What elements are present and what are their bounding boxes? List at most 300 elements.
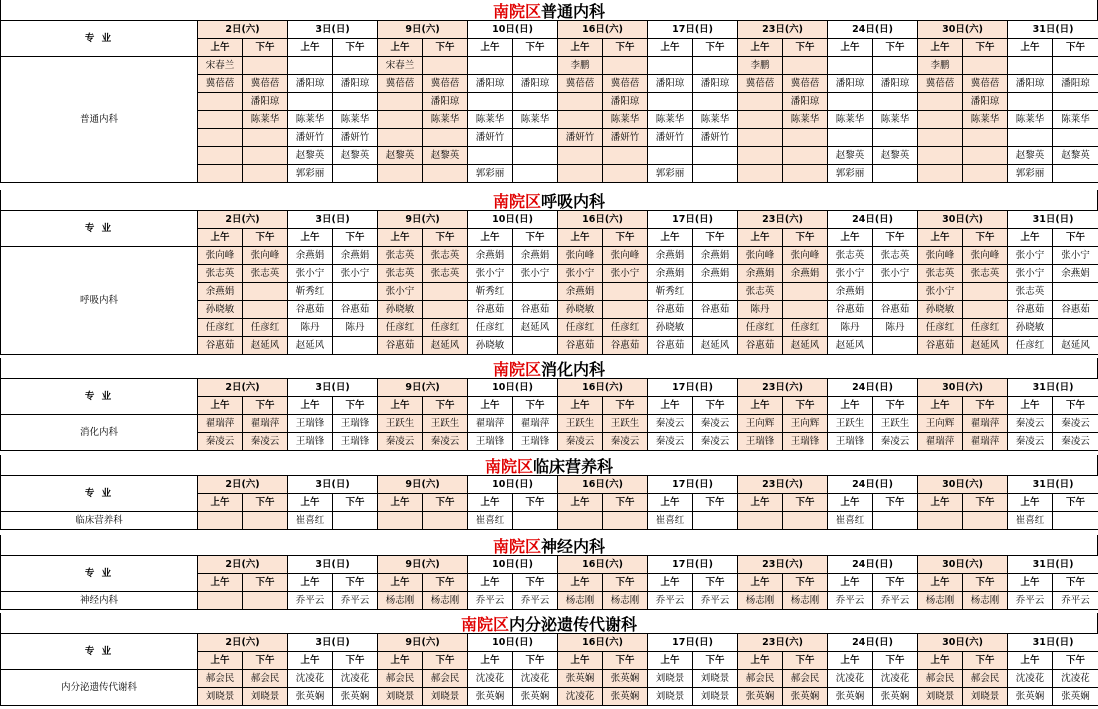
doctor-cell: 张英娴 (513, 688, 558, 706)
day-header: 17日(日) (648, 211, 738, 229)
doctor-cell: 余燕娟 (558, 283, 603, 301)
doctor-cell: 任彦红 (738, 319, 783, 337)
day-header: 30日(六) (918, 634, 1008, 652)
morning-header: 上午 (1008, 39, 1053, 57)
day-header: 10日(日) (468, 634, 558, 652)
doctor-cell: 谷惠茹 (513, 301, 558, 319)
day-header: 30日(六) (918, 379, 1008, 397)
doctor-cell: 陈莱华 (603, 111, 648, 129)
afternoon-header: 下午 (243, 397, 288, 415)
doctor-cell: 谷惠茹 (288, 301, 333, 319)
doctor-cell (783, 57, 828, 75)
day-header: 16日(六) (558, 476, 648, 494)
morning-header: 上午 (828, 229, 873, 247)
doctor-cell: 郭彩丽 (648, 165, 693, 183)
afternoon-header: 下午 (333, 652, 378, 670)
doctor-cell: 谷惠茹 (828, 301, 873, 319)
day-header: 24日(日) (828, 634, 918, 652)
doctor-cell: 张志英 (873, 247, 918, 265)
doctor-cell (693, 319, 738, 337)
doctor-cell: 乔平云 (1008, 592, 1053, 610)
afternoon-header: 下午 (963, 574, 1008, 592)
table-row (1, 670, 1098, 688)
day-header: 2日(六) (198, 556, 288, 574)
doctor-cell (738, 147, 783, 165)
schedule-table (0, 20, 1098, 183)
doctor-cell: 张向峰 (963, 247, 1008, 265)
doctor-cell: 李鹏 (918, 57, 963, 75)
afternoon-header: 下午 (603, 229, 648, 247)
doctor-cell: 刘晓景 (378, 688, 423, 706)
afternoon-header: 下午 (243, 229, 288, 247)
doctor-cell: 张英娴 (468, 688, 513, 706)
schedule-table (0, 555, 1098, 610)
morning-header: 上午 (738, 397, 783, 415)
department-name: 普通内科 (541, 1, 606, 21)
day-header: 17日(日) (648, 634, 738, 652)
doctor-cell: 陈莱华 (243, 111, 288, 129)
doctor-cell (783, 165, 828, 183)
morning-header: 上午 (648, 397, 693, 415)
morning-header: 上午 (1008, 229, 1053, 247)
day-header: 17日(日) (648, 556, 738, 574)
campus-name: 南院区 (492, 191, 541, 211)
doctor-cell (963, 57, 1008, 75)
doctor-cell: 陈丹 (873, 319, 918, 337)
doctor-cell (198, 147, 243, 165)
doctor-cell: 孙晓敏 (648, 319, 693, 337)
doctor-cell: 刘晓景 (198, 688, 243, 706)
doctor-cell (333, 512, 378, 530)
afternoon-header: 下午 (513, 652, 558, 670)
day-header: 17日(日) (648, 476, 738, 494)
morning-header: 上午 (198, 39, 243, 57)
afternoon-header: 下午 (333, 494, 378, 512)
department-label: 消化内科 (1, 415, 198, 451)
doctor-cell: 秦凌云 (558, 433, 603, 451)
doctor-cell: 谷惠茹 (1053, 301, 1098, 319)
doctor-cell: 杨志刚 (918, 592, 963, 610)
doctor-cell: 秦凌云 (603, 433, 648, 451)
doctor-cell: 陈莱华 (648, 111, 693, 129)
afternoon-header: 下午 (513, 39, 558, 57)
doctor-cell (693, 512, 738, 530)
doctor-cell: 孙晓敏 (468, 337, 513, 355)
table-row (1, 57, 1098, 75)
doctor-cell (1053, 319, 1098, 337)
doctor-cell: 张英娴 (1008, 688, 1053, 706)
doctor-cell: 冀蓓蓓 (378, 75, 423, 93)
doctor-cell: 张小宁 (603, 265, 648, 283)
doctor-cell (1053, 129, 1098, 147)
doctor-cell: 张英娴 (333, 688, 378, 706)
doctor-cell (198, 512, 243, 530)
doctor-cell: 任彦红 (198, 319, 243, 337)
doctor-cell (603, 301, 648, 319)
afternoon-header: 下午 (1053, 39, 1098, 57)
doctor-cell: 王跃生 (828, 415, 873, 433)
doctor-cell: 李鹏 (558, 57, 603, 75)
doctor-cell: 翟瑞萍 (513, 415, 558, 433)
doctor-cell: 余燕娟 (693, 247, 738, 265)
morning-header: 上午 (378, 652, 423, 670)
doctor-cell: 崔喜红 (648, 512, 693, 530)
morning-header: 上午 (468, 574, 513, 592)
doctor-cell (243, 512, 288, 530)
doctor-cell (1053, 93, 1098, 111)
header-row-days (1, 476, 1098, 494)
morning-header: 上午 (558, 229, 603, 247)
doctor-cell: 沈凌花 (828, 670, 873, 688)
department-label: 神经内科 (1, 592, 198, 610)
day-header: 3日(日) (288, 379, 378, 397)
doctor-cell (963, 283, 1008, 301)
afternoon-header: 下午 (783, 574, 828, 592)
doctor-cell (513, 337, 558, 355)
doctor-cell: 张英娴 (738, 688, 783, 706)
day-header: 2日(六) (198, 211, 288, 229)
doctor-cell (333, 337, 378, 355)
afternoon-header: 下午 (423, 229, 468, 247)
day-header: 23日(六) (738, 21, 828, 39)
doctor-cell: 王瑞锋 (288, 415, 333, 433)
doctor-cell: 刘晓景 (918, 688, 963, 706)
doctor-cell (513, 147, 558, 165)
morning-header: 上午 (738, 494, 783, 512)
header-row-days (1, 21, 1098, 39)
table-row (1, 512, 1098, 530)
morning-header: 上午 (1008, 652, 1053, 670)
specialty-header: 专 业 (1, 476, 198, 512)
doctor-cell (873, 337, 918, 355)
doctor-cell: 赵黎英 (333, 147, 378, 165)
doctor-cell: 郝会民 (198, 670, 243, 688)
header-row-days (1, 211, 1098, 229)
doctor-cell (693, 165, 738, 183)
campus-name: 南院区 (492, 359, 541, 379)
afternoon-header: 下午 (603, 39, 648, 57)
day-header: 9日(六) (378, 476, 468, 494)
doctor-cell (513, 57, 558, 75)
doctor-cell (873, 512, 918, 530)
afternoon-header: 下午 (693, 39, 738, 57)
doctor-cell: 郝会民 (243, 670, 288, 688)
department-name: 消化内科 (541, 359, 606, 379)
doctor-cell: 靳秀红 (288, 283, 333, 301)
doctor-cell (648, 147, 693, 165)
afternoon-header: 下午 (873, 574, 918, 592)
afternoon-header: 下午 (603, 574, 648, 592)
afternoon-header: 下午 (963, 229, 1008, 247)
afternoon-header: 下午 (873, 494, 918, 512)
doctor-cell: 郭彩丽 (1008, 165, 1053, 183)
doctor-cell: 张志英 (738, 283, 783, 301)
day-header: 16日(六) (558, 379, 648, 397)
specialty-header: 专 业 (1, 379, 198, 415)
doctor-cell: 孙晓敏 (558, 301, 603, 319)
doctor-cell (243, 301, 288, 319)
doctor-cell: 陈莱华 (873, 111, 918, 129)
doctor-cell: 张小宁 (513, 265, 558, 283)
doctor-cell: 靳秀红 (648, 283, 693, 301)
doctor-cell: 任彦红 (918, 319, 963, 337)
doctor-cell: 潘阳琼 (828, 75, 873, 93)
morning-header: 上午 (468, 494, 513, 512)
afternoon-header: 下午 (963, 397, 1008, 415)
afternoon-header: 下午 (423, 39, 468, 57)
morning-header: 上午 (378, 39, 423, 57)
day-header: 10日(日) (468, 476, 558, 494)
afternoon-header: 下午 (1053, 494, 1098, 512)
doctor-cell: 陈莱华 (288, 111, 333, 129)
doctor-cell: 王跃生 (873, 415, 918, 433)
doctor-cell: 张小宁 (918, 283, 963, 301)
doctor-cell: 乔平云 (648, 592, 693, 610)
doctor-cell (243, 57, 288, 75)
doctor-cell (1008, 57, 1053, 75)
department-name: 内分泌遗传代谢科 (509, 614, 638, 634)
doctor-cell: 赵延风 (243, 337, 288, 355)
doctor-cell: 赵延风 (513, 319, 558, 337)
afternoon-header: 下午 (1053, 397, 1098, 415)
doctor-cell: 孙晓敏 (1008, 319, 1053, 337)
afternoon-header: 下午 (423, 574, 468, 592)
morning-header: 上午 (918, 652, 963, 670)
doctor-cell: 潘阳琼 (288, 75, 333, 93)
morning-header: 上午 (198, 229, 243, 247)
doctor-cell (288, 93, 333, 111)
day-header: 16日(六) (558, 556, 648, 574)
department-label: 呼吸内科 (1, 247, 198, 355)
doctor-cell: 刘晓景 (243, 688, 288, 706)
morning-header: 上午 (288, 229, 333, 247)
morning-header: 上午 (828, 494, 873, 512)
doctor-cell: 张小宁 (1053, 247, 1098, 265)
doctor-cell (603, 165, 648, 183)
doctor-cell: 赵黎英 (1053, 147, 1098, 165)
morning-header: 上午 (468, 39, 513, 57)
doctor-cell: 乔平云 (873, 592, 918, 610)
day-header: 17日(日) (648, 21, 738, 39)
doctor-cell (198, 592, 243, 610)
schedule-table (0, 475, 1098, 530)
afternoon-header: 下午 (333, 397, 378, 415)
doctor-cell: 张向峰 (558, 247, 603, 265)
doctor-cell: 杨志刚 (738, 592, 783, 610)
doctor-cell: 陈莱华 (963, 111, 1008, 129)
doctor-cell: 秦凌云 (873, 433, 918, 451)
doctor-cell: 余燕娟 (648, 247, 693, 265)
doctor-cell (243, 283, 288, 301)
day-header: 9日(六) (378, 21, 468, 39)
doctor-cell (783, 512, 828, 530)
doctor-cell: 冀蓓蓓 (558, 75, 603, 93)
afternoon-header: 下午 (513, 229, 558, 247)
doctor-cell: 孙晓敏 (378, 301, 423, 319)
doctor-cell (648, 93, 693, 111)
doctor-cell (783, 283, 828, 301)
doctor-cell: 张向峰 (738, 247, 783, 265)
doctor-cell: 张小宁 (468, 265, 513, 283)
doctor-cell: 郭彩丽 (828, 165, 873, 183)
morning-header: 上午 (1008, 397, 1053, 415)
doctor-cell (198, 165, 243, 183)
doctor-cell (918, 165, 963, 183)
doctor-cell: 谷惠茹 (558, 337, 603, 355)
doctor-cell (873, 57, 918, 75)
day-header: 30日(六) (918, 556, 1008, 574)
day-header: 2日(六) (198, 476, 288, 494)
doctor-cell: 孙晓敏 (198, 301, 243, 319)
day-header: 23日(六) (738, 211, 828, 229)
doctor-cell: 余燕娟 (468, 247, 513, 265)
doctor-cell (468, 57, 513, 75)
doctor-cell: 杨志刚 (423, 592, 468, 610)
doctor-cell: 乔平云 (513, 592, 558, 610)
day-header: 30日(六) (918, 21, 1008, 39)
doctor-cell (873, 165, 918, 183)
doctor-cell: 潘妍竹 (648, 129, 693, 147)
afternoon-header: 下午 (423, 397, 468, 415)
specialty-header: 专 业 (1, 556, 198, 592)
header-row-days (1, 634, 1098, 652)
doctor-cell: 张英娴 (828, 688, 873, 706)
doctor-cell: 张向峰 (198, 247, 243, 265)
doctor-cell: 谷惠茹 (468, 301, 513, 319)
day-header: 9日(六) (378, 634, 468, 652)
afternoon-header: 下午 (243, 494, 288, 512)
doctor-cell (918, 512, 963, 530)
doctor-cell (963, 129, 1008, 147)
doctor-cell: 谷惠茹 (198, 337, 243, 355)
doctor-cell: 秦凌云 (1008, 415, 1053, 433)
doctor-cell: 余燕娟 (648, 265, 693, 283)
doctor-cell: 潘阳琼 (423, 93, 468, 111)
doctor-cell (918, 147, 963, 165)
doctor-cell (558, 512, 603, 530)
doctor-cell: 沈凌花 (333, 670, 378, 688)
day-header: 24日(日) (828, 21, 918, 39)
section-title (0, 0, 1098, 20)
doctor-cell: 谷惠茹 (918, 337, 963, 355)
morning-header: 上午 (648, 574, 693, 592)
afternoon-header: 下午 (693, 397, 738, 415)
doctor-cell: 陈莱华 (1053, 111, 1098, 129)
doctor-cell: 谷惠茹 (378, 337, 423, 355)
morning-header: 上午 (198, 397, 243, 415)
day-header: 23日(六) (738, 476, 828, 494)
section-title (0, 535, 1098, 555)
doctor-cell (513, 512, 558, 530)
doctor-cell: 谷惠茹 (333, 301, 378, 319)
doctor-cell (468, 147, 513, 165)
doctor-cell (333, 57, 378, 75)
doctor-cell (873, 129, 918, 147)
doctor-cell: 余燕娟 (738, 265, 783, 283)
doctor-cell (738, 129, 783, 147)
doctor-cell: 张英娴 (603, 670, 648, 688)
doctor-cell: 谷惠茹 (648, 301, 693, 319)
doctor-cell: 张英娴 (558, 670, 603, 688)
doctor-cell: 任彦红 (1008, 337, 1053, 355)
table-row (1, 247, 1098, 265)
doctor-cell: 张小宁 (1008, 265, 1053, 283)
doctor-cell: 潘阳琼 (603, 93, 648, 111)
morning-header: 上午 (378, 229, 423, 247)
doctor-cell: 张小宁 (873, 265, 918, 283)
doctor-cell: 张志英 (378, 247, 423, 265)
doctor-cell (513, 165, 558, 183)
day-header: 31日(日) (1008, 476, 1098, 494)
afternoon-header: 下午 (963, 39, 1008, 57)
day-header: 3日(日) (288, 211, 378, 229)
afternoon-header: 下午 (783, 397, 828, 415)
doctor-cell (783, 129, 828, 147)
morning-header: 上午 (288, 397, 333, 415)
schedule-table (0, 210, 1098, 355)
afternoon-header: 下午 (603, 652, 648, 670)
doctor-cell: 刘晓景 (648, 670, 693, 688)
doctor-cell (738, 512, 783, 530)
afternoon-header: 下午 (783, 229, 828, 247)
doctor-cell (648, 57, 693, 75)
morning-header: 上午 (468, 229, 513, 247)
doctor-cell: 任彦红 (603, 319, 648, 337)
doctor-cell: 王瑞锋 (288, 433, 333, 451)
doctor-cell: 任彦红 (468, 319, 513, 337)
specialty-header: 专 业 (1, 634, 198, 670)
doctor-cell: 任彦红 (963, 319, 1008, 337)
doctor-cell (198, 93, 243, 111)
doctor-cell (1053, 57, 1098, 75)
doctor-cell: 沈凌花 (1008, 670, 1053, 688)
doctor-cell: 赵黎英 (873, 147, 918, 165)
doctor-cell (963, 165, 1008, 183)
day-header: 16日(六) (558, 211, 648, 229)
day-header: 31日(日) (1008, 21, 1098, 39)
doctor-cell: 张志英 (963, 265, 1008, 283)
morning-header: 上午 (918, 494, 963, 512)
day-header: 31日(日) (1008, 634, 1098, 652)
doctor-cell (603, 283, 648, 301)
morning-header: 上午 (828, 574, 873, 592)
doctor-cell: 秦凌云 (243, 433, 288, 451)
afternoon-header: 下午 (333, 229, 378, 247)
doctor-cell (1053, 165, 1098, 183)
doctor-cell: 潘阳琼 (513, 75, 558, 93)
doctor-cell: 张向峰 (783, 247, 828, 265)
department-name: 临床营养科 (533, 456, 614, 476)
afternoon-header: 下午 (693, 229, 738, 247)
doctor-cell (738, 93, 783, 111)
doctor-cell: 王跃生 (558, 415, 603, 433)
table-row (1, 415, 1098, 433)
doctor-cell: 张志英 (918, 265, 963, 283)
doctor-cell: 潘阳琼 (333, 75, 378, 93)
doctor-cell: 秦凌云 (693, 415, 738, 433)
doctor-cell: 刘晓景 (648, 688, 693, 706)
day-header: 23日(六) (738, 556, 828, 574)
doctor-cell: 陈莱华 (783, 111, 828, 129)
afternoon-header: 下午 (873, 39, 918, 57)
morning-header: 上午 (738, 229, 783, 247)
section-title (0, 455, 1098, 475)
doctor-cell: 张英娴 (1053, 688, 1098, 706)
doctor-cell (243, 165, 288, 183)
doctor-cell: 张小宁 (828, 265, 873, 283)
doctor-cell (243, 147, 288, 165)
doctor-cell (513, 129, 558, 147)
